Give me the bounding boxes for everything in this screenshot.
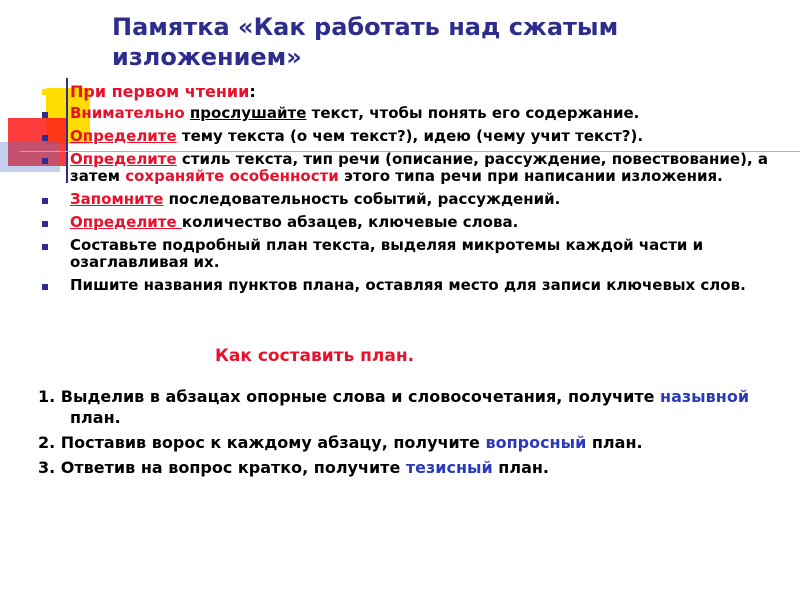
text-fragment: план. bbox=[492, 458, 550, 477]
square-bullet-icon bbox=[42, 198, 48, 204]
text-fragment: прослушайте bbox=[189, 104, 307, 122]
bullet-item bbox=[40, 277, 780, 294]
square-bullet-icon bbox=[42, 135, 48, 141]
text-fragment: : bbox=[249, 82, 256, 101]
plan-step bbox=[38, 386, 758, 428]
plan-step bbox=[38, 432, 758, 453]
text-fragment: план. bbox=[70, 408, 121, 427]
bullet-item bbox=[40, 105, 780, 122]
text-fragment: текст, чтобы понять его содержание. bbox=[306, 104, 640, 122]
square-bullet-icon bbox=[42, 221, 48, 227]
text-fragment: 1. Выделив в абзацах опорные слова и словосочетания, получите bbox=[38, 387, 661, 406]
text-fragment: план. bbox=[586, 433, 643, 452]
text-fragment: этого типа речи при написании изложения. bbox=[338, 167, 723, 185]
text-fragment: 3. Ответив на вопрос кратко, получите bbox=[38, 458, 406, 477]
text-fragment: назывной bbox=[660, 387, 750, 406]
text-fragment: Определите bbox=[70, 213, 182, 231]
square-bullet-icon bbox=[42, 244, 48, 250]
square-bullet-icon bbox=[42, 158, 48, 164]
text-fragment: количество абзацев, ключевые слова. bbox=[181, 213, 519, 231]
memo-bullet-list bbox=[40, 82, 780, 300]
text-fragment: тему текста (о чем текст?), идею (чему учит текст?). bbox=[176, 127, 644, 145]
bullet-item bbox=[40, 214, 780, 231]
text-fragment: тезисный bbox=[405, 458, 493, 477]
text-fragment: При первом чтении bbox=[70, 82, 250, 101]
text-fragment: Внимательно bbox=[70, 104, 190, 122]
text-fragment: Пишите названия пунктов плана, оставляя место для записи ключевых слов. bbox=[70, 276, 746, 294]
bullet-item bbox=[40, 128, 780, 145]
page-title: Памятка «Как работать над сжатым изложением» bbox=[112, 13, 619, 71]
square-bullet-icon bbox=[42, 112, 48, 118]
text-fragment: стиль текста, тип речи (описание, рассуждение, повествование), а затем bbox=[70, 150, 769, 185]
text-fragment: Составьте подробный план текста, выделяя микротемы каждой части и озаглавливая их. bbox=[70, 236, 704, 271]
text-fragment: вопросный bbox=[485, 433, 587, 452]
bullet-item bbox=[40, 237, 780, 271]
text-fragment: последовательность событий, рассуждений. bbox=[163, 190, 561, 208]
plan-steps-list bbox=[38, 386, 758, 482]
plan-subtitle: Как составить план. bbox=[215, 346, 415, 366]
square-bullet-icon bbox=[42, 284, 48, 290]
text-fragment: Определите bbox=[70, 150, 177, 168]
plan-step bbox=[38, 457, 758, 478]
text-fragment: Определите bbox=[70, 127, 177, 145]
text-fragment: Запомните bbox=[70, 190, 164, 208]
text-fragment: 2. Поставив ворос к каждому абзацу, получите bbox=[38, 433, 486, 452]
square-bullet-icon bbox=[42, 89, 48, 95]
bullet-item bbox=[40, 191, 780, 208]
text-fragment: сохраняйте особенности bbox=[125, 167, 339, 185]
bullet-item bbox=[40, 82, 780, 101]
bullet-item bbox=[40, 151, 780, 185]
